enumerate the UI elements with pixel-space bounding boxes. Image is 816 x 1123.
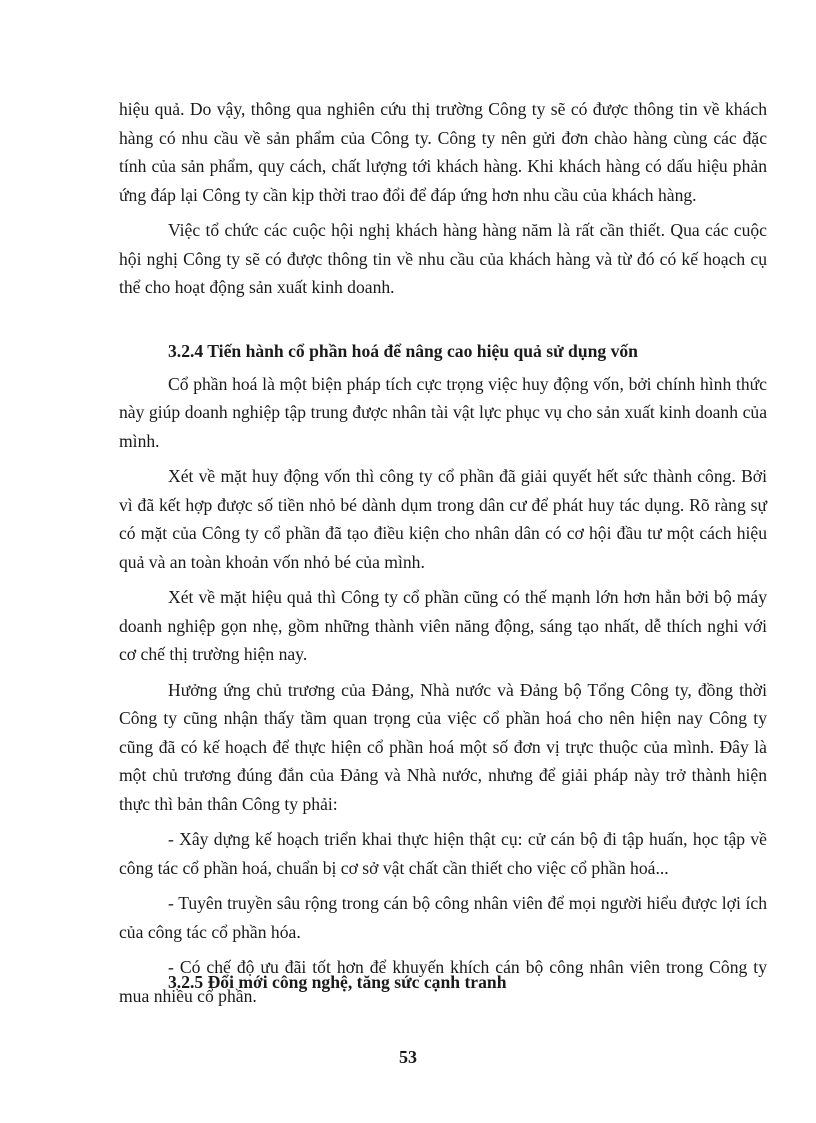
list-item-plan: - Xây dựng kế hoạch triển khai thực hiện thật cụ: cử cán bộ đi tập huấn, học tập về công tác cổ phần hoá, chuẩn bị cơ sở vật chất cần thiết cho việc cổ phần hoá... [119,829,767,878]
paragraph-party-policy: Hưởng ứng chủ trương của Đảng, Nhà nước và Đảng bộ Tổng Công ty, đồng thời Công ty cũng nhận thấy tầm quan trọng của việc cổ phần hoá cho nên hiện nay Công ty cũng đã có kế hoạch để thực hiện cổ phần hoá một số đơn vị trực thuộc của mình. Đây là một chủ trương đúng đắn của Đảng và Nhà nước, nhưng để giải pháp này trở thành hiện thực thì bản thân Công ty phải: [119,679,767,814]
paragraph-efficiency: Xét về mặt hiệu quả thì Công ty cổ phần cũng có thế mạnh lớn hơn hẳn bởi bộ máy doanh nghiệp gọn nhẹ, gồm những thành viên năng động, sáng tạo nhất, dễ thích nghi với cơ chế thị trường hiện nay. [119,587,767,664]
top-text-block [119,95,767,309]
list-item-incentives: - Có chế độ ưu đãi tốt hơn để khuyến khích cán bộ công nhân viên trong Công ty mua nhiều cổ phần. [119,957,767,1006]
paragraph-capital-mobilization: Xét về mặt huy động vốn thì công ty cổ phần đã giải quyết hết sức thành công. Bởi vì đã kết hợp được số tiền nhỏ bé dành dụm trong dân cư để phát huy tác dụng. Rõ ràng sự có mặt của Công ty cổ phần đã tạo điều kiện cho nhân dân có cơ hội đầu tư một cách hiệu quả và an toàn khoản vốn nhỏ bé của mình. [119,466,767,572]
paragraph-customer-conference: Việc tổ chức các cuộc hội nghị khách hàng hàng năm là rất cần thiết. Qua các cuộc hội nghị Công ty sẽ có được thông tin về nhu cầu của khách hàng và từ đó có kế hoạch cụ thể cho hoạt động sản xuất kinh doanh. [119,220,767,297]
section-heading-3-2-5: 3.2.5 Đổi mới công nghệ, tăng sức cạnh tranh [168,972,507,992]
section-3-2-5 [119,968,767,997]
section-heading-3-2-4: 3.2.4 Tiến hành cổ phần hoá để nâng cao hiệu quả sử dụng vốn [168,341,638,361]
paragraph-continuation: hiệu quả. Do vậy, thông qua nghiên cứu thị trường Công ty sẽ có được thông tin về khách hàng có nhu cầu về sản phẩm của Công ty. Công ty nên gửi đơn chào hàng cùng các đặc tính của sản phẩm, quy cách, chất lượng tới khách hàng. Khi khách hàng có dấu hiệu phản ứng đáp lại Công ty cần kịp thời trao đổi để đáp ứng hơn nhu cầu của khách hàng. [119,99,767,205]
list-item-propaganda: - Tuyên truyền sâu rộng trong cán bộ công nhân viên để mọi người hiểu được lợi ích của công tác cổ phần hóa. [119,893,767,942]
paragraph-equitization-intro: Cổ phần hoá là một biện pháp tích cực trọng việc huy động vốn, bởi chính hình thức này giúp doanh nghiệp tập trung được nhân tài vật lực phục vụ cho sản xuất kinh doanh của mình. [119,373,767,451]
page-number: 53 [399,1047,417,1067]
section-3-2-4 [119,337,767,1017]
